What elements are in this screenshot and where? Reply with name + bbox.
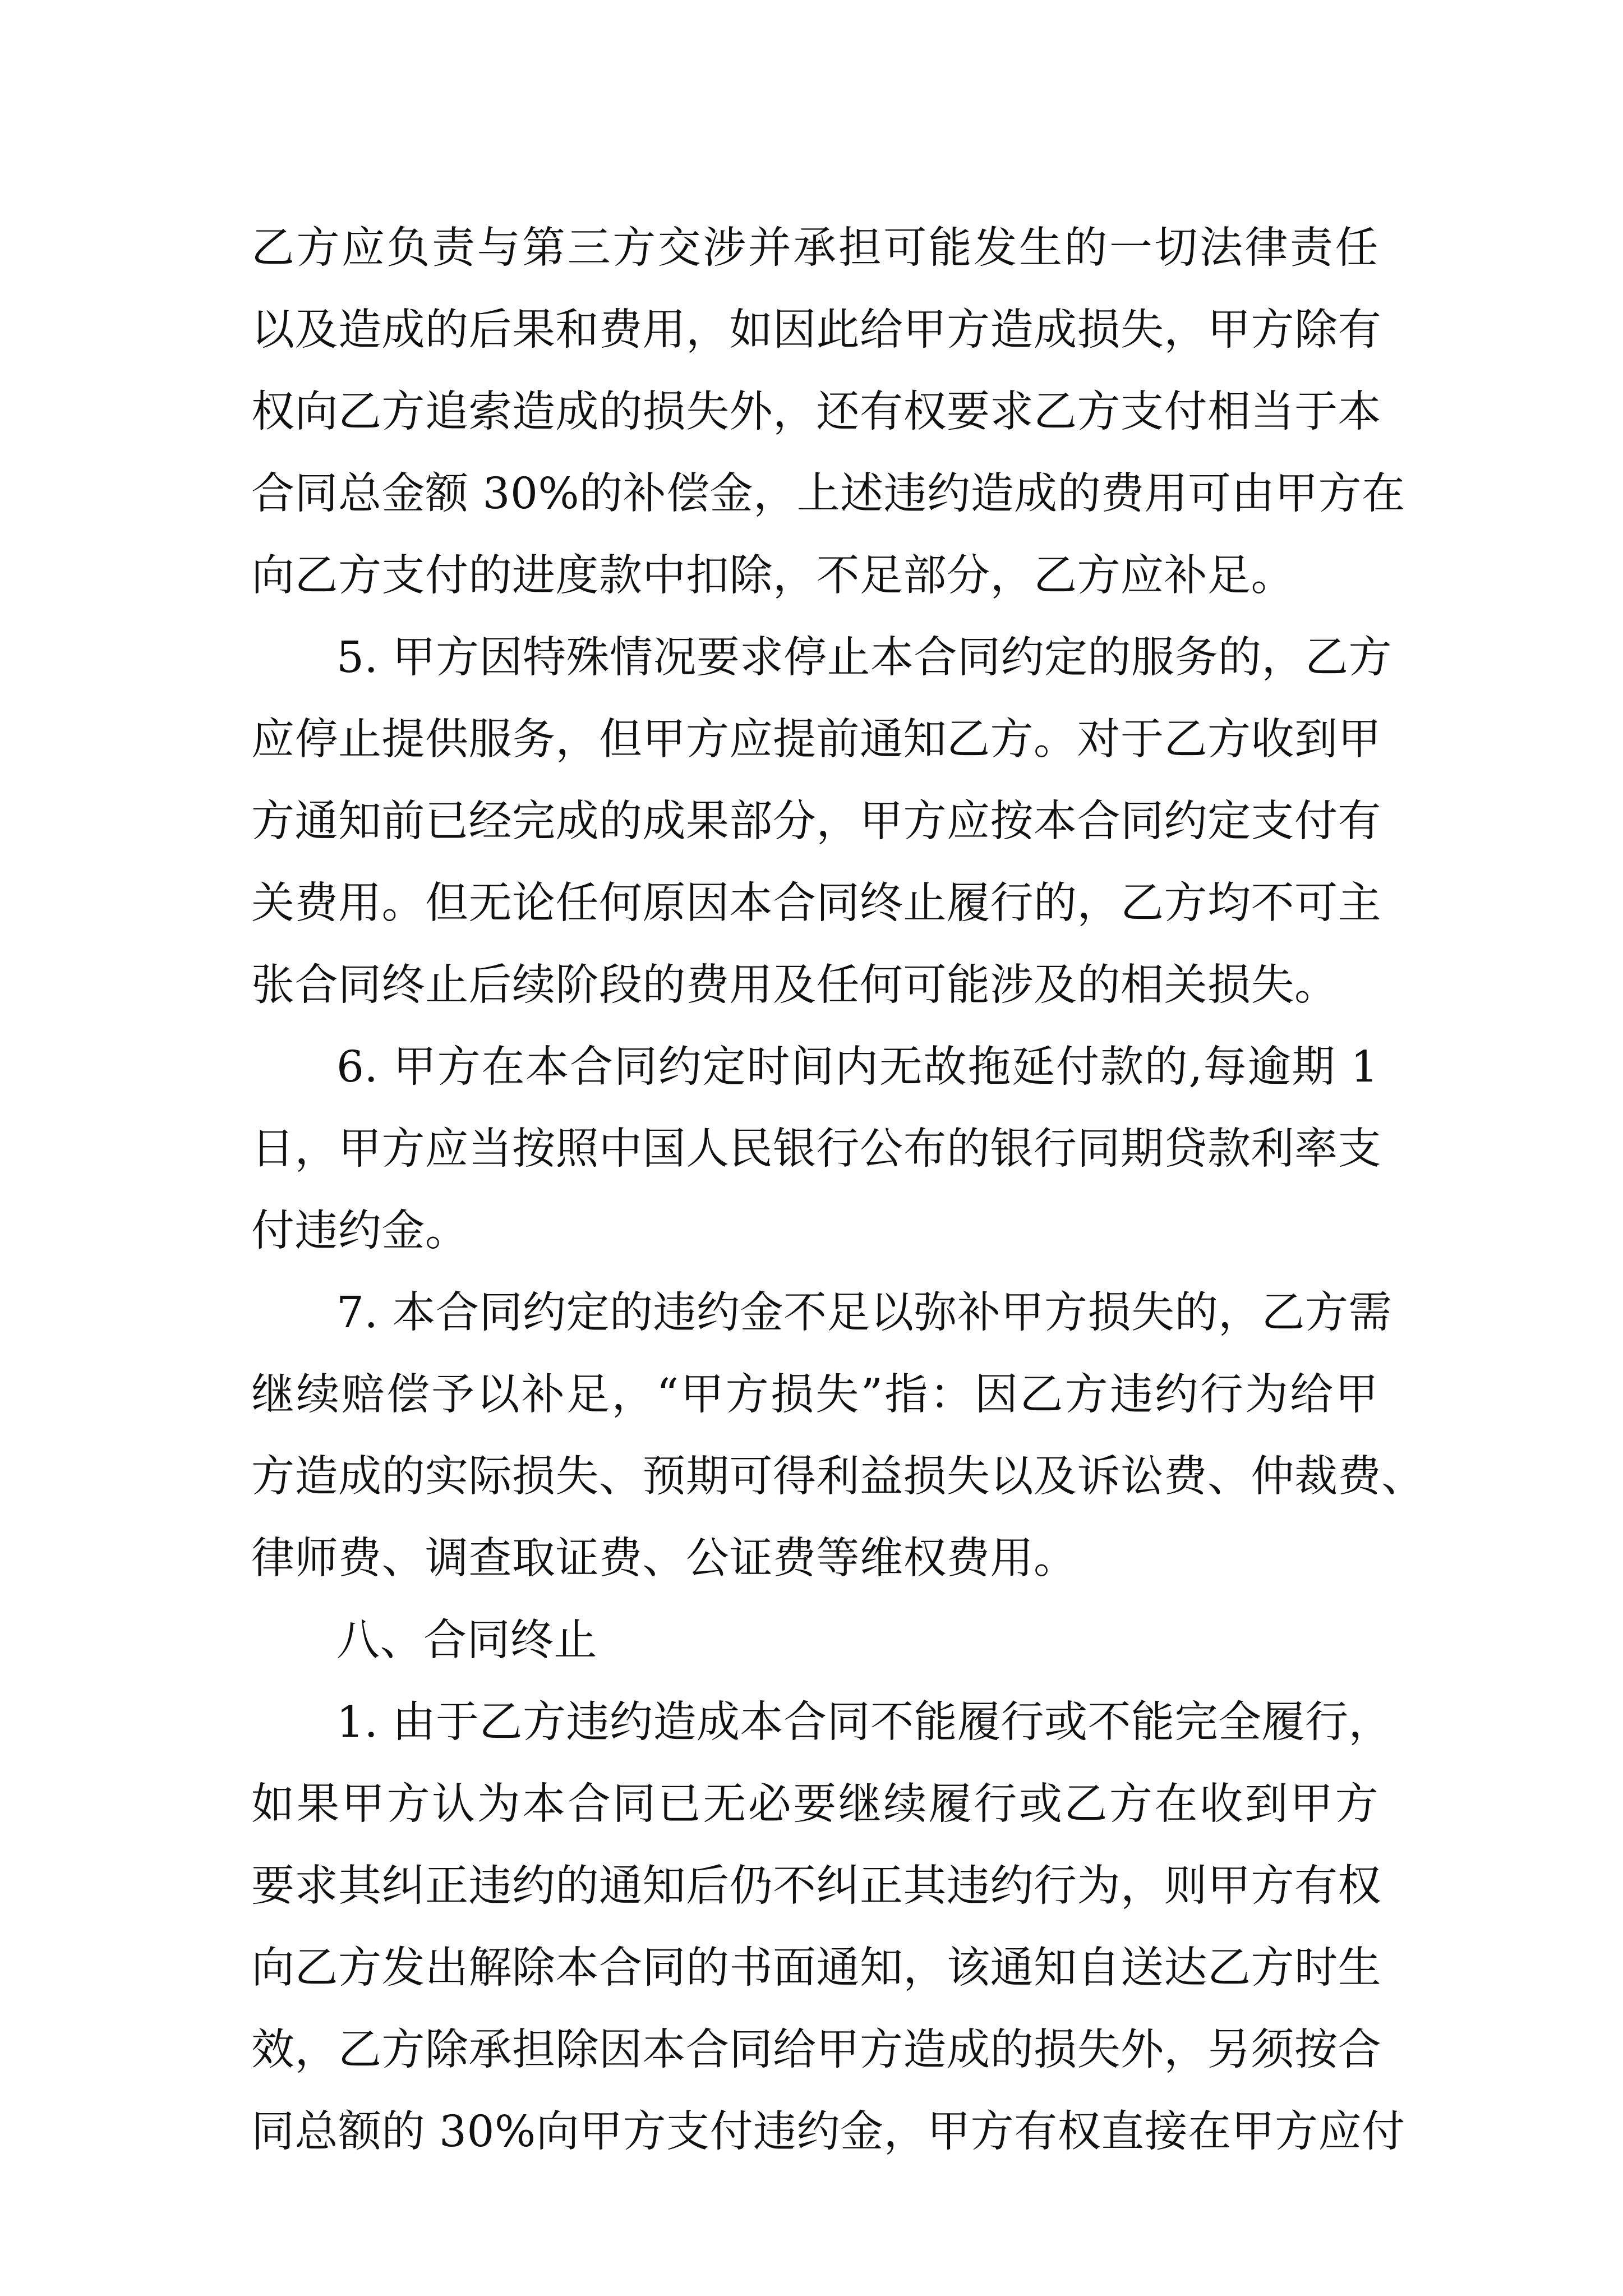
text-line: 继续赔偿予以补足，“甲方损失”指：因乙方违约行为给甲 (251, 1370, 1378, 1420)
text-line: 方造成的实际损失、预期可得利益损失以及诉讼费、仲裁费、 (251, 1452, 1425, 1502)
text-line: 方通知前已经完成的成果部分，甲方应按本合同约定支付有 (251, 797, 1381, 846)
text-line: 日，甲方应当按照中国人民银行公布的银行同期贷款利率支 (251, 1124, 1381, 1174)
text-line: 向乙方发出解除本合同的书面通知，该通知自送达乙方时生 (251, 1943, 1381, 1993)
text-line: 权向乙方追索造成的损失外，还有权要求乙方支付相当于本 (251, 387, 1381, 437)
text-line: 合同总金额 30%的补偿金，上述违约造成的费用可由甲方在 (251, 469, 1405, 519)
text-line: 乙方应负责与第三方交涉并承担可能发生的一切法律责任 (251, 223, 1378, 273)
text-line: 以及造成的后果和费用，如因此给甲方造成损失，甲方除有 (251, 305, 1381, 355)
clause-5-line: 5. 甲方因特殊情况要求停止本合同约定的服务的，乙方 (336, 633, 1392, 683)
text-line: 张合同终止后续阶段的费用及任何可能涉及的相关损失。 (251, 960, 1338, 1010)
section-heading: 八、合同终止 (336, 1616, 597, 1665)
text-line: 应停止提供服务，但甲方应提前通知乙方。对于乙方收到甲 (251, 715, 1381, 765)
text-line: 要求其纠正违约的通知后仍不纠正其违约行为，则甲方有权 (251, 1861, 1381, 1911)
text-line: 关费用。但无论任何原因本合同终止履行的，乙方均不可主 (251, 878, 1381, 928)
clause-7-line: 7. 本合同约定的违约金不足以弥补甲方损失的，乙方需 (336, 1288, 1392, 1338)
clause-1-line: 1. 由于乙方违约造成本合同不能履行或不能完全履行， (336, 1697, 1392, 1747)
text-line: 付违约金。 (251, 1206, 469, 1256)
text-line: 律师费、调查取证费、公证费等维权费用。 (251, 1534, 1077, 1584)
text-line: 如果甲方认为本合同已无必要继续履行或乙方在收到甲方 (251, 1779, 1378, 1829)
text-line: 效，乙方除承担除因本合同给甲方造成的损失外，另须按合 (251, 2025, 1381, 2075)
text-line: 向乙方支付的进度款中扣除，不足部分，乙方应补足。 (251, 551, 1294, 601)
text-line: 同总额的 30%向甲方支付违约金，甲方有权直接在甲方应付 (251, 2107, 1405, 2157)
clause-6-line: 6. 甲方在本合同约定时间内无故拖延付款的,每逾期 1 (336, 1042, 1378, 1092)
contract-body (251, 208, 1425, 2173)
